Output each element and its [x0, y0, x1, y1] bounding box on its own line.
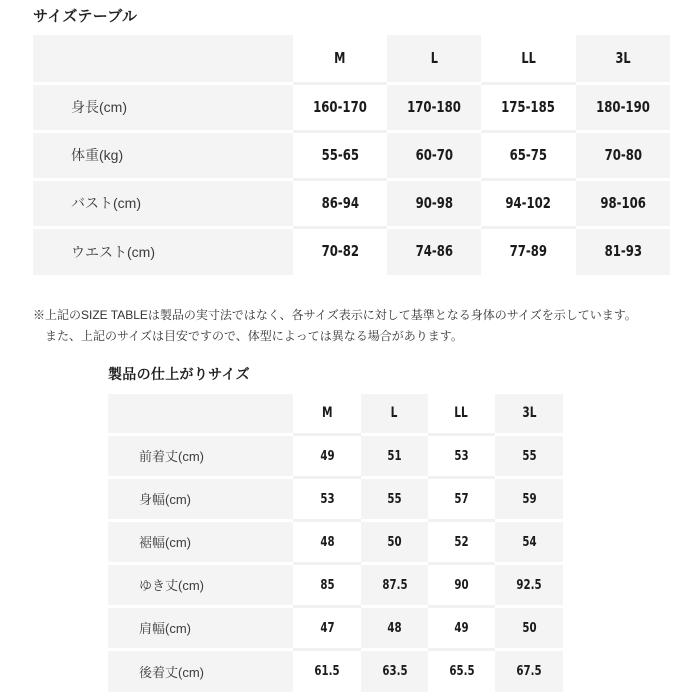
cell: [361, 520, 428, 563]
finished-column-header-label: M: [321, 405, 333, 422]
cell-value: 59: [521, 490, 537, 507]
row-label: 身長(cm): [33, 83, 293, 131]
cell-value: 170-180: [407, 97, 461, 116]
cell: [428, 649, 495, 692]
cell: [361, 649, 428, 692]
cell: [293, 520, 361, 563]
row-label: 体重(kg): [33, 131, 293, 179]
cell: [293, 563, 361, 606]
cell-value: 90: [454, 576, 469, 593]
size-column-header-label: LL: [521, 48, 536, 67]
table-row-weight: [33, 131, 670, 179]
cell-value: 70-82: [321, 242, 359, 261]
size-column-header-label: 3L: [615, 48, 631, 67]
cell-value: 90-98: [415, 193, 453, 212]
finished-column-header-label: LL: [454, 405, 469, 422]
cell: [361, 563, 428, 606]
cell: [293, 649, 361, 692]
cell-value: 57: [454, 490, 469, 507]
cell: [428, 563, 495, 606]
size-table-corner-cell: [33, 35, 293, 83]
finished-column-header-m: [293, 394, 361, 434]
cell: [495, 520, 563, 563]
cell-value: 48: [387, 619, 402, 636]
cell-value: 63.5: [381, 663, 408, 680]
cell: [361, 606, 428, 649]
table-row-front-length: [108, 434, 563, 477]
size-column-header-label: M: [334, 48, 346, 67]
cell: [481, 179, 576, 227]
row-label: 前着丈(cm): [108, 434, 293, 477]
note-line-1: ※上記のSIZE TABLEは製品の実寸法ではなく、各サイズ表示に対して基準となる身体のサイズを示しています。: [33, 308, 637, 322]
size-column-header-m: [293, 35, 387, 83]
table-row-body-width: [108, 477, 563, 520]
cell-value: 51: [387, 447, 402, 464]
cell: [387, 179, 481, 227]
cell-value: 52: [454, 533, 469, 550]
cell: [293, 227, 387, 275]
cell: [495, 477, 563, 520]
table-row-height: [33, 83, 670, 131]
cell-value: 49: [319, 447, 335, 464]
cell: [481, 227, 576, 275]
cell-value: 175-185: [501, 97, 556, 116]
finished-column-header-3l: [495, 394, 563, 434]
cell: [293, 131, 387, 179]
finished-size-title: 製品の仕上がりサイズ: [108, 366, 250, 382]
cell-value: 48: [319, 533, 335, 550]
cell: [481, 131, 576, 179]
cell-value: 94-102: [505, 193, 552, 212]
cell-value: 61.5: [314, 663, 340, 680]
table-row-bust: [33, 179, 670, 227]
cell: [495, 606, 563, 649]
cell-value: 86-94: [321, 193, 359, 212]
cell-value: 47: [319, 619, 335, 636]
cell: [387, 131, 481, 179]
cell-value: 92.5: [516, 576, 542, 593]
size-table-note: [33, 305, 700, 347]
cell: [428, 477, 495, 520]
cell: [495, 649, 563, 692]
cell-value: 87.5: [381, 576, 408, 593]
size-column-header-label: L: [430, 48, 438, 67]
table-row-hem-width: [108, 520, 563, 563]
cell: [428, 520, 495, 563]
cell: [387, 83, 481, 131]
cell: [387, 227, 481, 275]
cell-value: 50: [387, 533, 402, 550]
cell: [495, 563, 563, 606]
cell-value: 55-65: [321, 145, 359, 164]
finished-size-corner-cell: [108, 394, 293, 434]
row-label: 後着丈(cm): [108, 649, 293, 692]
cell: [576, 227, 670, 275]
cell: [576, 83, 670, 131]
cell-value: 60-70: [415, 145, 453, 164]
cell-value: 67.5: [516, 663, 542, 680]
table-row-back-length: [108, 649, 563, 692]
cell: [293, 434, 361, 477]
size-column-header-l: [387, 35, 481, 83]
cell: [576, 131, 670, 179]
cell-value: 53: [319, 490, 335, 507]
row-label: 肩幅(cm): [108, 606, 293, 649]
table-row-waist: [33, 227, 670, 275]
cell: [481, 83, 576, 131]
cell: [293, 477, 361, 520]
finished-column-header-ll: [428, 394, 495, 434]
row-label: ゆき丈(cm): [108, 563, 293, 606]
cell: [428, 606, 495, 649]
cell: [293, 606, 361, 649]
cell-value: 65.5: [448, 663, 475, 680]
finished-column-header-l: [361, 394, 428, 434]
cell-value: 74-86: [415, 242, 453, 261]
finished-column-header-label: L: [391, 405, 398, 422]
row-label: ウエスト(cm): [33, 227, 293, 275]
size-table-title: サイズテーブル: [33, 8, 138, 25]
cell-value: 55: [387, 490, 402, 507]
size-column-header-3l: [576, 35, 670, 83]
size-table: [33, 35, 670, 275]
cell-value: 49: [454, 619, 469, 636]
table-row-shoulder-width: [108, 606, 563, 649]
cell-value: 54: [521, 533, 537, 550]
size-column-header-ll: [481, 35, 576, 83]
cell-value: 70-80: [604, 145, 642, 164]
cell: [428, 434, 495, 477]
cell-value: 50: [521, 619, 537, 636]
finished-size-header-row: [108, 394, 563, 434]
cell-value: 160-170: [313, 97, 367, 116]
row-label: 身幅(cm): [108, 477, 293, 520]
row-label: バスト(cm): [33, 179, 293, 227]
cell: [361, 434, 428, 477]
cell-value: 81-93: [604, 242, 642, 261]
cell-value: 65-75: [509, 145, 548, 164]
cell-value: 77-89: [509, 242, 548, 261]
cell: [293, 179, 387, 227]
cell-value: 85: [319, 576, 335, 593]
cell-value: 53: [454, 447, 469, 464]
cell: [293, 83, 387, 131]
table-row-sleeve-length: [108, 563, 563, 606]
row-label: 裾幅(cm): [108, 520, 293, 563]
cell-value: 180-190: [596, 97, 650, 116]
cell: [576, 179, 670, 227]
cell: [361, 477, 428, 520]
cell-value: 98-106: [600, 193, 646, 212]
cell: [495, 434, 563, 477]
finished-size-table: [108, 394, 563, 692]
size-table-header-row: [33, 35, 670, 83]
note-line-2: また、上記のサイズは目安ですので、体型によっては異なる場合があります。: [45, 329, 463, 343]
finished-column-header-label: 3L: [521, 405, 537, 422]
cell-value: 55: [521, 447, 537, 464]
